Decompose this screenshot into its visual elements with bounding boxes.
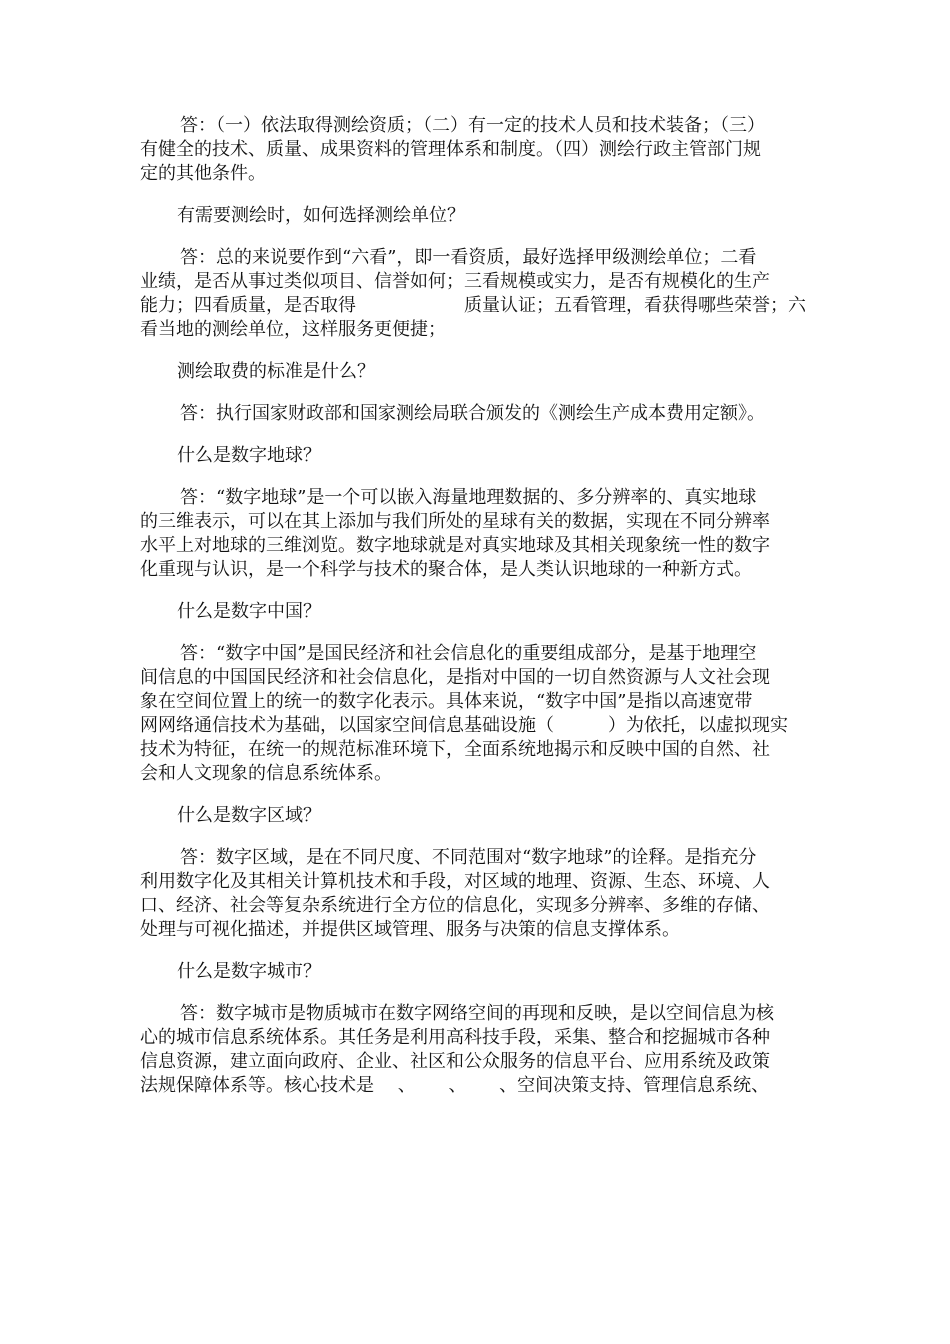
- text-line: 化重现与认识，是一个科学与技术的聚合体，是人类认识地球的一种新方式。: [140, 559, 752, 580]
- text-line: 有健全的技术、质量、成果资料的管理体系和制度。（四）测绘行政主管部门规: [140, 139, 761, 160]
- text-line: 答：总的来说要作到“六看”，即一看资质，最好选择甲级测绘单位；二看: [180, 247, 757, 268]
- text-line: 业绩，是否从事过类似项目、信誉如何；三看规模或实力，是否有规模化的生产: [140, 271, 770, 292]
- text-line: 答：“数字地球”是一个可以嵌入海量地理数据的、多分辨率的、真实地球: [180, 487, 757, 508]
- text-line: 定的其他条件。: [140, 163, 266, 184]
- document-page: [140, 114, 812, 1098]
- text-line: 信息资源，建立面向政府、企业、社区和公众服务的信息平台、应用系统及政策: [140, 1051, 770, 1072]
- text-line: 答：（一）依法取得测绘资质；（二）有一定的技术人员和技术装备；（三）: [180, 115, 765, 136]
- text-line: 处理与可视化描述，并提供区域管理、服务与决策的信息支撑体系。: [140, 919, 680, 940]
- text-line: 能力；四看质量，是否取得 质量认证；五看管理，看获得哪些荣誉；六: [140, 295, 806, 316]
- text-line: 心的城市信息系统体系。其任务是利用高科技手段，采集、整合和挖掘城市各种: [140, 1027, 770, 1048]
- answer-block: [140, 114, 812, 186]
- question-heading: 什么是数字中国？: [177, 601, 321, 622]
- text-line: 答：“数字中国”是国民经济和社会信息化的重要组成部分，是基于地理空: [180, 643, 757, 664]
- text-line: 法规保障体系等。核心技术是 、 、 、空间决策支持、管理信息系统、: [140, 1075, 770, 1096]
- text-line: 看当地的测绘单位，这样服务更便捷；: [140, 319, 446, 340]
- text-line: 网网络通信技术为基础，以国家空间信息基础设施（ ）为依托，以虚拟现实: [140, 715, 788, 736]
- question-heading: 什么是数字区域？: [177, 805, 321, 826]
- text-line: 答：数字区域，是在不同尺度、不同范围对“数字地球”的诠释。是指充分: [180, 847, 757, 868]
- answer-block: [140, 402, 812, 426]
- text-line: 间信息的中国国民经济和社会信息化，是指对中国的一切自然资源与人文社会现: [140, 667, 770, 688]
- question-heading: 什么是数字地球？: [177, 445, 321, 466]
- text-line: 会和人文现象的信息系统体系。: [140, 763, 392, 784]
- text-line: 象在空间位置上的统一的数字化表示。具体来说，“数字中国”是指以高速宽带: [140, 691, 753, 712]
- text-line: 的三维表示，可以在其上添加与我们所处的星球有关的数据，实现在不同分辨率: [140, 511, 770, 532]
- text-line: 答：数字城市是物质城市在数字网络空间的再现和反映，是以空间信息为核: [180, 1003, 774, 1024]
- text-line: 水平上对地球的三维浏览。数字地球就是对真实地球及其相关现象统一性的数字: [140, 535, 770, 556]
- answer-block: [140, 1002, 812, 1098]
- question-heading: 什么是数字城市？: [177, 961, 321, 982]
- question-heading: 有需要测绘时，如何选择测绘单位？: [177, 205, 465, 226]
- text-line: 答：执行国家财政部和国家测绘局联合颁发的《测绘生产成本费用定额》。: [180, 403, 765, 424]
- answer-block: [140, 486, 812, 582]
- answer-block: [140, 246, 812, 342]
- text-line: 利用数字化及其相关计算机技术和手段，对区域的地理、资源、生态、环境、人: [140, 871, 770, 892]
- text-line: 口、经济、社会等复杂系统进行全方位的信息化，实现多分辨率、多维的存储、: [140, 895, 770, 916]
- question-heading: 测绘取费的标准是什么？: [177, 361, 375, 382]
- answer-block: [140, 846, 812, 942]
- text-line: 技术为特征，在统一的规范标准环境下，全面系统地揭示和反映中国的自然、社: [140, 739, 770, 760]
- answer-block: [140, 642, 812, 786]
